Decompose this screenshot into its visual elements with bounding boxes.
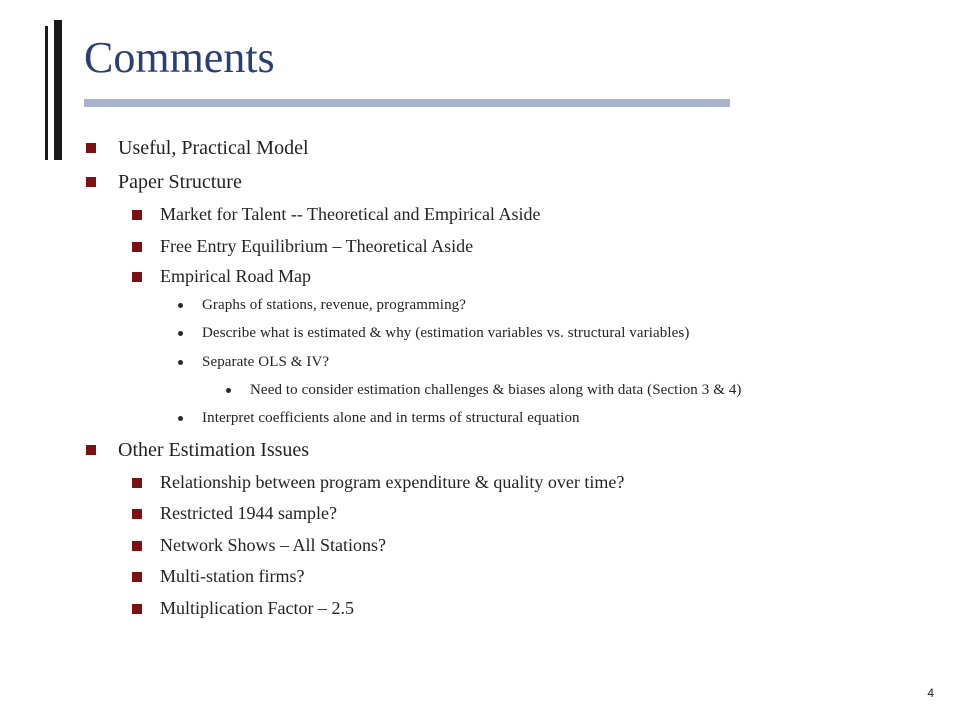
round-bullet-icon bbox=[178, 303, 183, 308]
square-bullet-icon bbox=[132, 478, 142, 488]
square-bullet-icon bbox=[132, 604, 142, 614]
bullet-text: Need to consider estimation challenges & biases along with data (Section 3 & 4) bbox=[250, 382, 742, 398]
round-bullet-icon bbox=[226, 388, 231, 393]
bullet-text: Restricted 1944 sample? bbox=[160, 503, 337, 523]
bullet-text: Describe what is estimated & why (estimation variables vs. structural variables) bbox=[202, 325, 690, 341]
left-rule-thick bbox=[54, 20, 62, 160]
slide-title: Comments bbox=[84, 33, 275, 82]
square-bullet-icon bbox=[86, 143, 96, 153]
square-bullet-icon bbox=[132, 210, 142, 220]
bullet-text: Other Estimation Issues bbox=[118, 439, 310, 461]
round-bullet-icon bbox=[178, 331, 183, 336]
square-bullet-icon bbox=[86, 445, 96, 455]
square-bullet-icon bbox=[132, 242, 142, 252]
bullet-text: Paper Structure bbox=[118, 171, 242, 193]
square-bullet-icon bbox=[132, 509, 142, 519]
bullet-text: Useful, Practical Model bbox=[118, 137, 309, 159]
bullet-text: Relationship between program expenditure & quality over time? bbox=[160, 472, 625, 492]
left-rule-thin bbox=[45, 26, 48, 160]
page-number: 4 bbox=[927, 686, 934, 700]
square-bullet-icon bbox=[132, 272, 142, 282]
bullet-text: Empirical Road Map bbox=[160, 266, 311, 286]
round-bullet-icon bbox=[178, 360, 183, 365]
bullet-text: Free Entry Equilibrium – Theoretical Aside bbox=[160, 236, 474, 256]
bullet-text: Network Shows – All Stations? bbox=[160, 535, 387, 555]
square-bullet-icon bbox=[132, 541, 142, 551]
bullet-text: Separate OLS & IV? bbox=[202, 354, 330, 370]
square-bullet-icon bbox=[132, 572, 142, 582]
bullet-text: Multi-station firms? bbox=[160, 566, 305, 586]
title-underline bbox=[84, 99, 730, 107]
square-bullet-icon bbox=[86, 177, 96, 187]
bullet-text: Interpret coefficients alone and in terms of structural equation bbox=[202, 410, 580, 426]
bullet-text: Multiplication Factor – 2.5 bbox=[160, 598, 354, 618]
round-bullet-icon bbox=[178, 416, 183, 421]
bullet-text: Graphs of stations, revenue, programming? bbox=[202, 297, 467, 313]
bullet-text: Market for Talent -- Theoretical and Empirical Aside bbox=[160, 204, 541, 224]
